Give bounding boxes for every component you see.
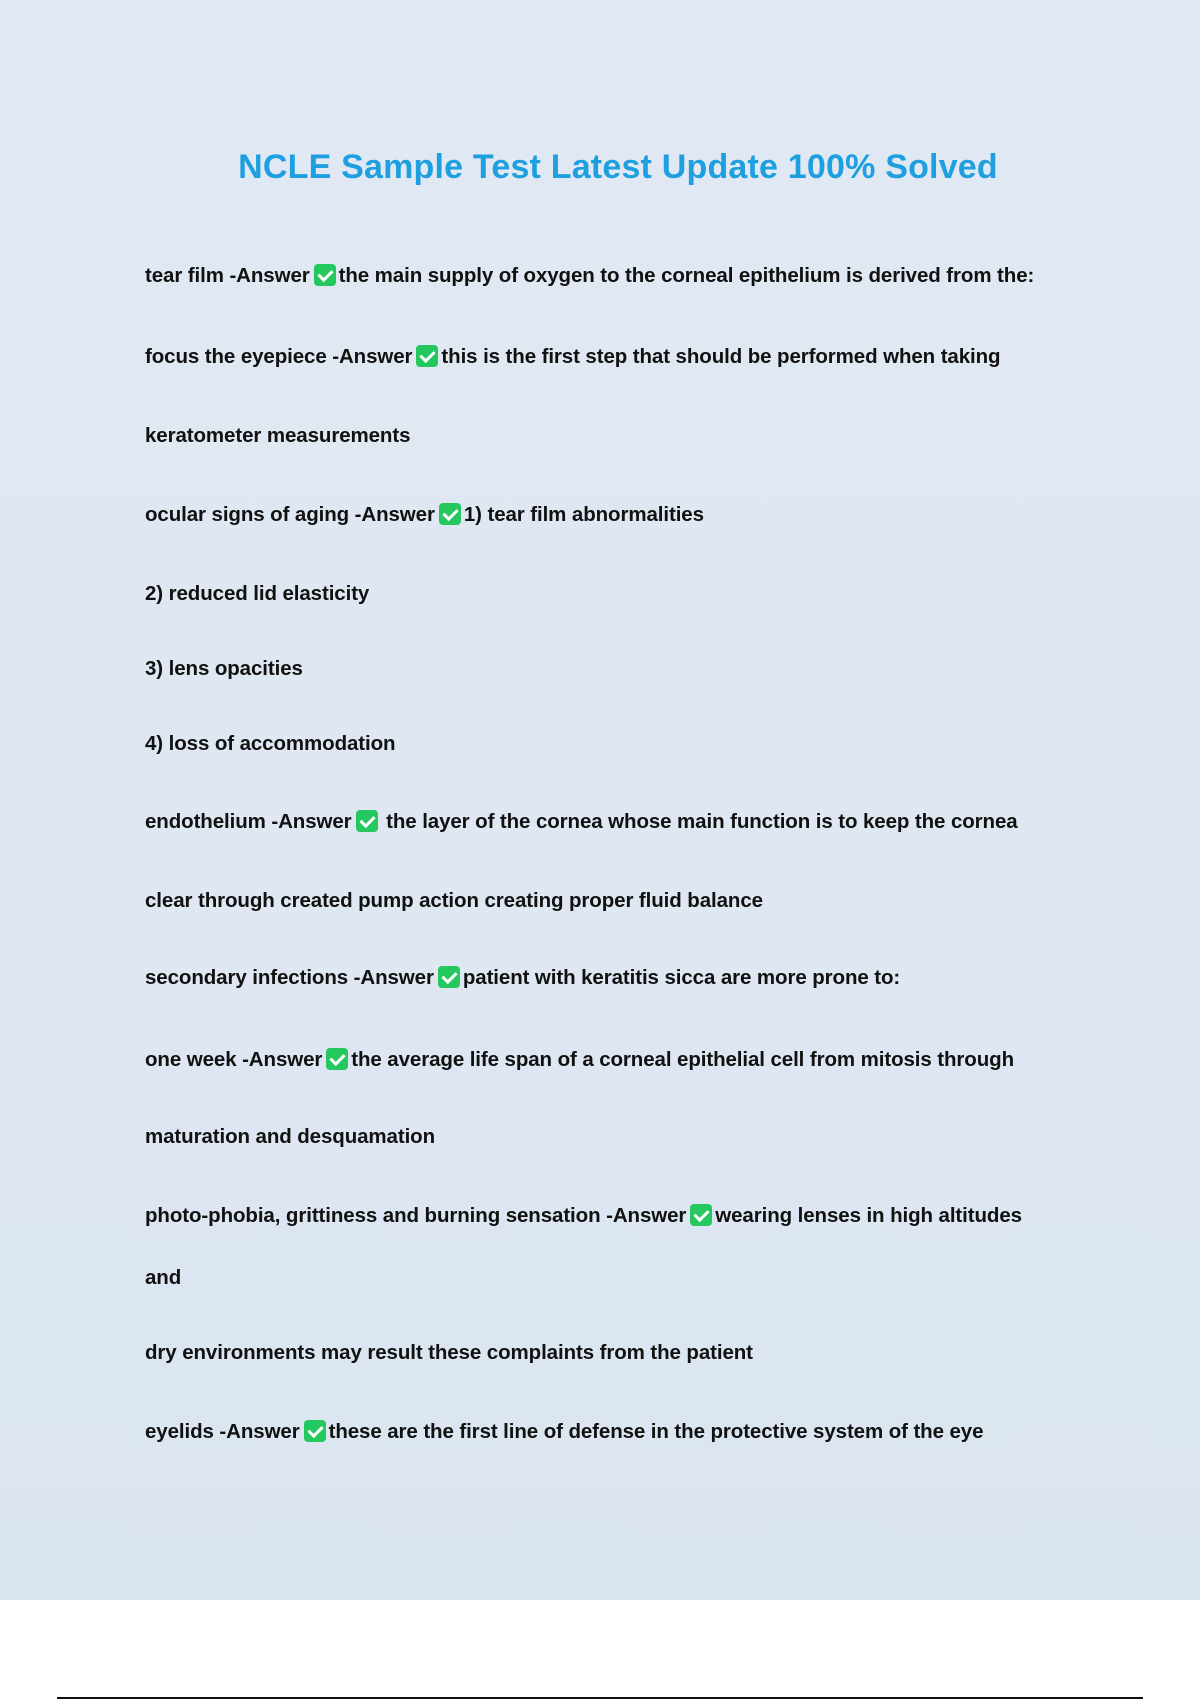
qa-line (145, 503, 704, 527)
continuation-line: clear through created pump action creating proper fluid balance (145, 889, 763, 912)
definition: these are the first line of defense in the protective system of the eye (328, 1420, 984, 1443)
term: endothelium -Answer (145, 810, 352, 833)
term: one week -Answer (145, 1048, 323, 1071)
definition: this is the first step that should be performed when taking (441, 345, 1001, 368)
check-icon (314, 264, 336, 286)
term: tear film -Answer (145, 264, 310, 287)
document-title: NCLE Sample Test Latest Update 100% Solved (238, 148, 998, 186)
qa-line (145, 1204, 1022, 1228)
check-icon (304, 1420, 326, 1442)
term: secondary infections -Answer (145, 966, 434, 989)
definition: the main supply of oxygen to the corneal epithelium is derived from the: (338, 264, 1035, 287)
check-icon (326, 1048, 348, 1070)
list-line: 2) reduced lid elasticity (145, 582, 370, 605)
list-line: 4) loss of accommodation (145, 732, 396, 755)
term: eyelids -Answer (145, 1420, 300, 1443)
check-icon (356, 810, 378, 832)
definition: 1) tear film abnormalities (463, 503, 704, 526)
qa-line (145, 1420, 983, 1444)
term: ocular signs of aging -Answer (145, 503, 435, 526)
footer-divider (57, 1697, 1143, 1699)
definition: the average life span of a corneal epithelial cell from mitosis through (351, 1048, 1014, 1071)
continuation-line: maturation and desquamation (145, 1125, 436, 1148)
continuation-line: and (145, 1266, 182, 1289)
definition: wearing lenses in high altitudes (715, 1204, 1022, 1227)
check-icon (439, 503, 461, 525)
list-line: 3) lens opacities (145, 657, 303, 680)
qa-line (145, 810, 1018, 834)
check-icon (438, 966, 460, 988)
qa-line (145, 345, 1000, 369)
continuation-line: keratometer measurements (145, 424, 411, 447)
qa-line (145, 264, 1034, 288)
check-icon (416, 345, 438, 367)
check-icon (690, 1204, 712, 1226)
continuation-line: dry environments may result these complaints from the patient (145, 1341, 753, 1364)
term: focus the eyepiece -Answer (145, 345, 413, 368)
definition: patient with keratitis sicca are more prone to: (462, 966, 901, 989)
term: photo-phobia, grittiness and burning sensation -Answer (145, 1204, 687, 1227)
qa-line (145, 966, 900, 990)
qa-line (145, 1048, 1014, 1072)
definition: the layer of the cornea whose main function is to keep the cornea (380, 810, 1018, 833)
